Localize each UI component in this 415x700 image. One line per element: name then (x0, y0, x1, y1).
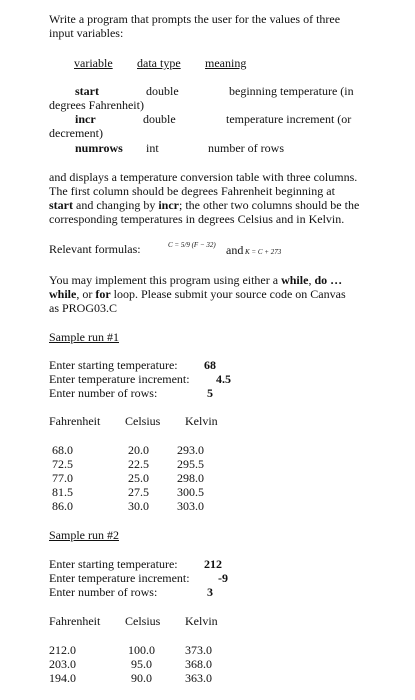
run1-input-incr: 4.5 (216, 372, 231, 386)
run2-input-incr: -9 (218, 571, 228, 585)
formulas-label: Relevant formulas: (49, 242, 141, 256)
var-type-numrows: int (146, 141, 159, 155)
var-meaning-start-wrap: degrees Fahrenheit) (49, 98, 144, 112)
run1-row-5-k: 303.0 (177, 499, 204, 513)
var-header-variable: variable (74, 56, 113, 70)
var-meaning-numrows: number of rows (208, 141, 284, 155)
var-header-type: data type (137, 56, 181, 70)
loop-line-2-mid-2: loop. Please submit your source code on Canvas (110, 287, 346, 301)
run1-header-kelvin: Kelvin (185, 414, 218, 428)
loop-while-keyword-2: while (49, 287, 77, 301)
run2-row-1-k: 373.0 (185, 643, 212, 657)
intro-line-1: Write a program that prompts the user for the values of three (49, 12, 341, 26)
run2-input-rows: 3 (207, 585, 213, 599)
loop-line-2-mid-1: , or (76, 287, 96, 301)
var-header-meaning: meaning (205, 56, 247, 70)
desc-line-2: The first column should be degrees Fahrenheit beginning at (49, 184, 335, 198)
run1-prompt-incr: Enter temperature increment: (49, 372, 190, 386)
formula-and: and (226, 243, 244, 257)
run2-row-2-k: 368.0 (185, 657, 212, 671)
var-name-numrows: numrows (75, 141, 123, 155)
formula-kelvin: K = C + 273 (245, 248, 282, 256)
run2-row-3-f: 194.0 (49, 671, 76, 685)
loop-while-keyword: while (281, 273, 309, 287)
run1-header-celsius: Celsius (125, 414, 161, 428)
run1-row-3-c: 25.0 (128, 471, 149, 485)
loop-line-1 (49, 273, 342, 287)
run1-row-3-k: 298.0 (177, 471, 204, 485)
run1-row-1-k: 293.0 (177, 443, 204, 457)
run2-row-2-c: 95.0 (131, 657, 152, 671)
intro-line-2: input variables: (49, 26, 124, 40)
run2-header-kelvin: Kelvin (185, 614, 218, 628)
run2-row-3-k: 363.0 (185, 671, 212, 685)
run1-row-4-f: 81.5 (52, 485, 73, 499)
loop-line-3: as PROG03.C (49, 301, 118, 315)
run1-row-5-f: 86.0 (52, 499, 73, 513)
desc-line-4: corresponding temperatures in degrees Celsius and in Kelvin. (49, 212, 345, 226)
run1-input-rows: 5 (207, 386, 213, 400)
sample-run-2-title: Sample run #2 (49, 528, 119, 542)
run2-prompt-rows: Enter number of rows: (49, 585, 158, 599)
run1-row-2-f: 72.5 (52, 457, 73, 471)
desc-line-1: and displays a temperature conversion table with three columns. (49, 170, 358, 184)
run2-row-1-c: 100.0 (128, 643, 155, 657)
desc-line-3-end: ; the other two columns should be the (178, 198, 360, 212)
sample-run-1-title: Sample run #1 (49, 330, 119, 344)
desc-line-3 (49, 198, 359, 212)
run2-prompt-start: Enter starting temperature: (49, 557, 178, 571)
run2-input-start: 212 (204, 557, 222, 571)
run1-prompt-rows: Enter number of rows: (49, 386, 158, 400)
desc-line-3-mid: and changing by (73, 198, 159, 212)
run2-row-1-f: 212.0 (49, 643, 76, 657)
desc-incr-keyword: incr (158, 198, 179, 212)
run1-row-2-k: 295.5 (177, 457, 204, 471)
loop-line-1-pre: You may implement this program using either a (49, 273, 282, 287)
run1-row-1-c: 20.0 (128, 443, 149, 457)
run1-row-4-k: 300.5 (177, 485, 204, 499)
var-name-start: start (75, 84, 99, 98)
var-meaning-incr: temperature increment (or (226, 112, 352, 126)
run1-input-start: 68 (204, 358, 216, 372)
var-name-incr: incr (75, 112, 96, 126)
loop-do-keyword: do … (314, 273, 343, 287)
run2-header-fahrenheit: Fahrenheit (49, 614, 101, 628)
run2-row-2-f: 203.0 (49, 657, 76, 671)
run2-prompt-incr: Enter temperature increment: (49, 571, 190, 585)
var-type-start: double (146, 84, 179, 98)
run1-row-4-c: 27.5 (128, 485, 149, 499)
var-meaning-start: beginning temperature (in (229, 84, 354, 98)
loop-line-2 (49, 287, 346, 301)
run1-row-1-f: 68.0 (52, 443, 73, 457)
formula-celsius: C = 5/9 (F − 32) (168, 241, 216, 249)
run1-row-3-f: 77.0 (52, 471, 73, 485)
loop-for-keyword: for (95, 287, 111, 301)
run1-prompt-start: Enter starting temperature: (49, 358, 178, 372)
loop-line-1-mid: , (308, 273, 315, 287)
desc-start-keyword: start (49, 198, 73, 212)
run1-header-fahrenheit: Fahrenheit (49, 414, 101, 428)
run1-row-5-c: 30.0 (128, 499, 149, 513)
run1-row-2-c: 22.5 (128, 457, 149, 471)
run2-row-3-c: 90.0 (131, 671, 152, 685)
run2-header-celsius: Celsius (125, 614, 161, 628)
var-meaning-incr-wrap: decrement) (49, 126, 103, 140)
var-type-incr: double (143, 112, 176, 126)
